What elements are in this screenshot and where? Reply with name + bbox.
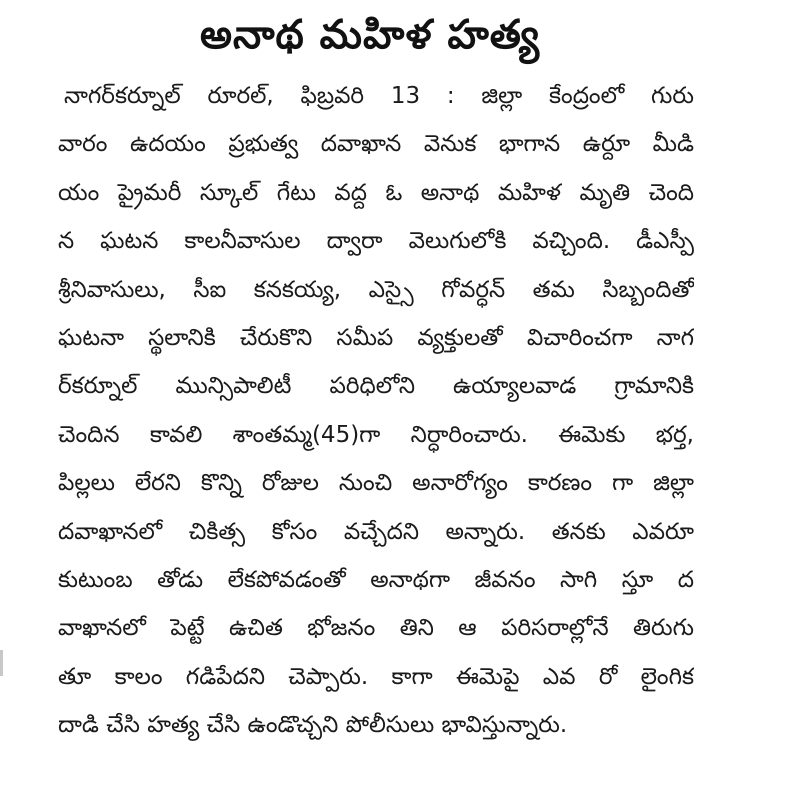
article-body	[58, 72, 694, 749]
article-line: న ఘటన కాలనీవాసుల ద్వారా వెలుగులోకి వచ్చింది. డీఎస్పీ	[58, 228, 694, 255]
article-line: ఘటనా స్థలానికి చేరుకొని సమీప వ్యక్తులతో విచారించగా నాగ	[58, 324, 694, 351]
article-line: పిల్లలు లేరని కొన్ని రోజుల నుంచి అనారోగ్యం కారణం గా జిల్లా	[58, 470, 694, 497]
article-line: దవాఖానలో చికిత్స కోసం వచ్చేదని అన్నారు. తనకు ఎవరూ	[58, 518, 694, 545]
scan-edge-mark	[0, 650, 3, 676]
article-line: తూ కాలం గడిపేదని చెప్పారు. కాగా ఈమెపై ఎవ రో లైంగిక	[58, 663, 694, 690]
article-line: వారం ఉదయం ప్రభుత్వ దవాఖాన వెనుక భాగాన ఉర్దూ మీడి	[58, 131, 694, 158]
article-line: నాగర్‌కర్నూల్ రూరల్, ఫిబ్రవరి 13 : జిల్లా కేంద్రంలో గురు	[64, 83, 694, 109]
article-line: శ్రీనివాసులు, సీఐ కనకయ్య, ఎస్సై గోవర్ధన్ తమ సిబ్బందితో	[58, 276, 694, 303]
headline: అనాథ మహిళ హత్య	[199, 12, 541, 58]
article-line: ర్‌కర్నూల్ మున్సిపాలిటీ పరిధిలోని ఉయ్యాలవాడ గ్రామానికి	[58, 373, 694, 400]
article-line: కుటుంబ తోడు లేకపోవడంతో అనాథగా జీవనం సాగి స్తూ ద	[58, 566, 694, 593]
article-line: చెందిన కావలి శాంతమ్మ(45)గా నిర్ధారించారు. ఈమెకు భర్త,	[58, 421, 694, 448]
article-line: దాడి చేసి హత్య చేసి ఉండొచ్చని పోలీసులు భావిస్తున్నారు.	[58, 712, 568, 739]
article-line: యం ప్రైమరీ స్కూల్ గేటు వద్ద ఓ అనాథ మహిళ మృతి చెంది	[58, 179, 694, 206]
article-line: వాఖానలో పెట్టే ఉచిత భోజనం తిని ఆ పరిసరాల్లోనే తిరుగు	[58, 615, 694, 642]
